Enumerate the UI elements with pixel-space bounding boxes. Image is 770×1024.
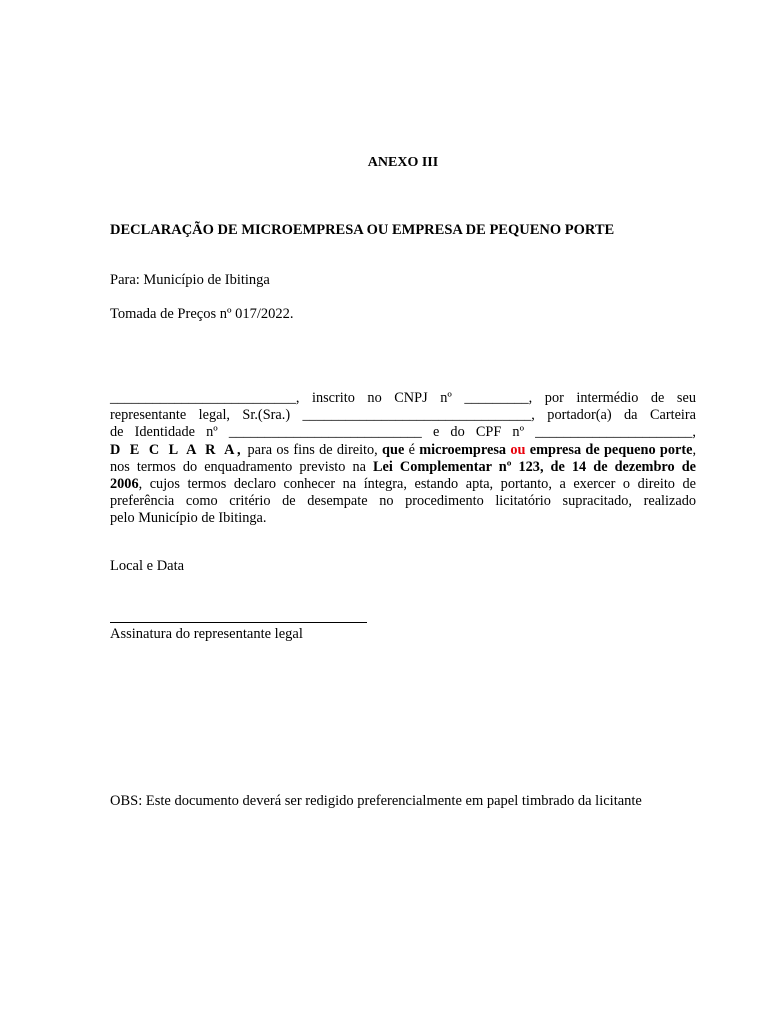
text-segment: representante legal, Sr.(Sra.) <box>110 407 303 424</box>
text-segment: nos termos do enquadramento previsto na <box>110 458 373 475</box>
text-segment: , <box>692 424 696 441</box>
signature-label: Assinatura do representante legal <box>110 626 303 642</box>
text-segment: e do CPF nº <box>421 424 536 441</box>
cpf-blank[interactable]: ______________________ <box>535 424 693 441</box>
declaration-line-4 <box>110 442 696 459</box>
declaration-line-5 <box>110 459 696 476</box>
signature-line[interactable] <box>110 622 367 623</box>
identity-number-blank[interactable]: ___________________________ <box>228 424 422 441</box>
epp-keyword: empresa de pequeno porte <box>525 441 693 458</box>
text-segment: , <box>692 441 697 458</box>
text-segment: , cujos termos declaro conhecer na íntegra, estando apta, portanto, a exercer o direito de <box>138 475 696 492</box>
representative-name-blank[interactable]: ________________________________ <box>302 407 532 424</box>
declaration-line-6 <box>110 476 696 493</box>
or-highlight: ou <box>510 441 526 458</box>
document-title: ANEXO III <box>367 155 439 170</box>
obs-note: OBS: Este documento deverá ser redigido preferencialmente em papel timbrado da licitante <box>110 793 642 809</box>
que-keyword: que <box>382 441 405 458</box>
declaration-line-8: pelo Município de Ibitinga. <box>110 510 267 527</box>
declaration-line-1 <box>110 390 696 407</box>
microempresa-keyword: microempresa <box>419 441 507 458</box>
law-reference: Lei Complementar nº 123, de 14 de dezembro de <box>373 458 696 475</box>
text-segment: para os fins de direito, <box>243 441 383 458</box>
cnpj-blank[interactable]: _________ <box>464 390 529 406</box>
declaration-paragraph <box>110 390 696 528</box>
text-segment: , por intermédio de seu <box>528 390 696 406</box>
text-segment: , portador(a) da Carteira <box>531 407 696 424</box>
reference-line: Tomada de Preços nº 017/2022. <box>110 306 294 322</box>
text-segment: , inscrito no CNPJ nº <box>295 390 465 406</box>
company-name-blank[interactable]: __________________________ <box>110 390 296 406</box>
declara-keyword: D E C L A R A, <box>110 441 244 458</box>
place-date-label: Local e Data <box>110 558 185 574</box>
declaration-line-7: preferência como critério de desempate no procedimento licitatório supracitado, realizado <box>110 493 696 510</box>
declaration-line-3 <box>110 424 696 441</box>
document-subtitle: DECLARAÇÃO DE MICROEMPRESA OU EMPRESA DE PEQUENO PORTE <box>110 222 615 238</box>
text-segment: é <box>404 441 420 458</box>
recipient-line: Para: Município de Ibitinga <box>110 272 270 288</box>
law-year: 2006 <box>110 475 139 492</box>
text-segment: de Identidade nº <box>110 424 229 441</box>
declaration-line-2 <box>110 407 696 424</box>
